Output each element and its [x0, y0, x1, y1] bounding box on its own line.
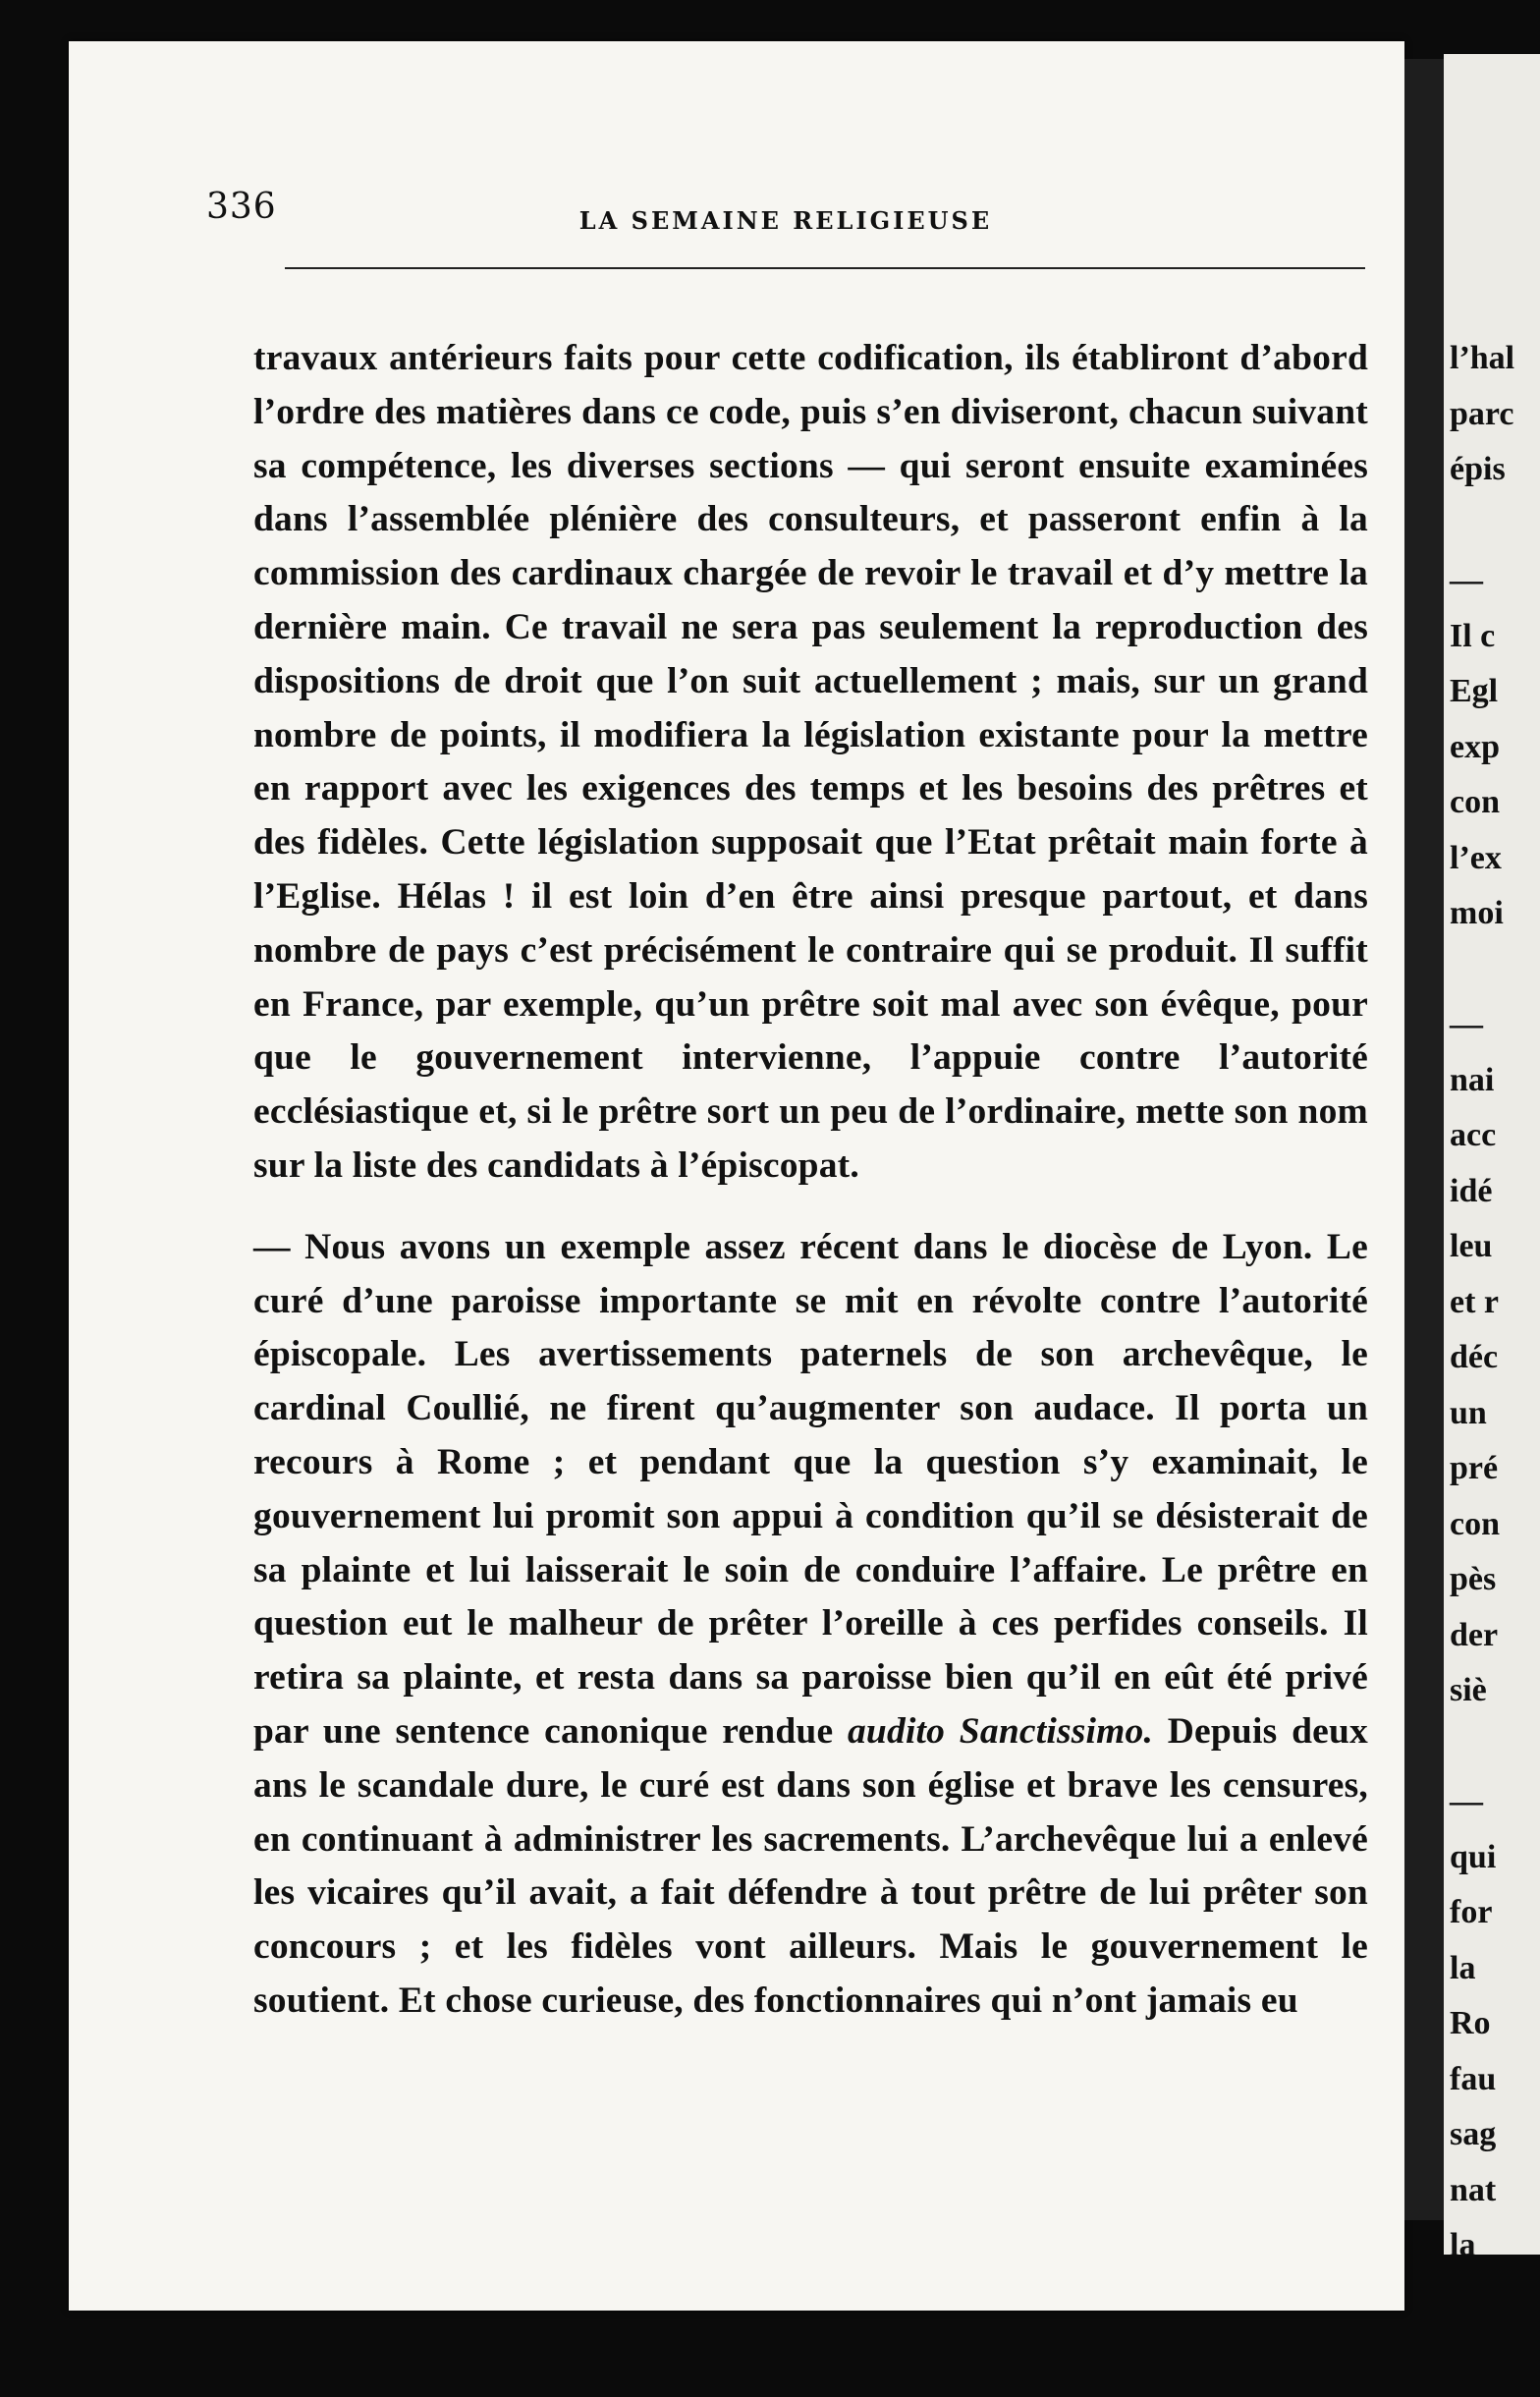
paragraph — [253, 1221, 1368, 2029]
adjacent-line: exp — [1450, 728, 1500, 765]
body-text — [253, 332, 1368, 2029]
adjacent-line: l’ex — [1450, 839, 1502, 876]
adjacent-line: nai — [1450, 1061, 1495, 1098]
adjacent-line: Il c — [1450, 617, 1496, 654]
adjacent-line: épis — [1450, 451, 1506, 487]
adjacent-line: pré — [1450, 1450, 1499, 1486]
adjacent-line: leu — [1450, 1228, 1493, 1264]
page-header — [206, 187, 1365, 246]
adjacent-line: acc — [1450, 1117, 1497, 1153]
adjacent-line: nat — [1450, 2171, 1497, 2208]
adjacent-line: for — [1450, 1894, 1493, 1930]
adjacent-line: Ro — [1450, 2005, 1491, 2041]
running-title: LA SEMAINE RELIGIEUSE — [578, 206, 993, 235]
adjacent-line: siè — [1450, 1672, 1487, 1708]
adjacent-line: — — [1450, 562, 1483, 598]
adjacent-line: qui — [1450, 1838, 1497, 1875]
adjacent-line: déc — [1450, 1339, 1499, 1375]
text-run: travaux antérieurs faits pour cette codification, ils établiront d’abord l’ordre des matières dans ce code, puis s’en diviseront, chacun suivant sa compétence, les diverses sections — qui seront ensuite examinées dans l’assemblée plénière des consulteurs, et passeront enfin à la commission des cardinaux chargée de revoir le travail et d’y mettre la dernière main. Ce travail ne sera pas seulement la reproduction des dispositions de droit que l’on suit actuellement ; mais, sur un grand nombre de points, il modifiera la législation existante pour la mettre en rapport avec les exigences des temps et les besoins des prêtres et des fidèles. Cette législation supposait que l’Etat prêtait main forte à l’Eglise. Hélas ! il est loin d’en être ainsi presque partout, et dans nombre de pays c’est précisément le contraire qui se produit. Il suffit en France, par exemple, qu’un prêtre soit mal avec son évêque, pour que le gouvernement intervienne, l’appuie contre l’autorité ecclésiastique et, si le prêtre sort un peu de l’ordinaire, mette son nom sur la liste des candidats à l’épiscopat. — [253, 338, 1368, 1186]
italic-phrase: audito Sanctissimo. — [847, 1710, 1154, 1752]
adjacent-line: moi — [1450, 895, 1504, 931]
adjacent-line — [1450, 942, 1540, 998]
header-rule — [285, 267, 1365, 269]
adjacent-line: un — [1450, 1394, 1487, 1431]
adjacent-line: con — [1450, 784, 1500, 820]
text-run: Depuis deux ans le scandale dure, le curé est dans son église et brave les censures, en continuant à administrer les sacrements. L’archevêque lui a enlevé les vicaires qu’il avait, a fait défendre à tout prêtre de lui prêter son concours ; et les fidèles vont ailleurs. Mais le gouvernement le soutient. Et chose curieuse, des fonctionnaires qui n’ont jamais eu — [253, 1710, 1368, 2021]
adjacent-line: pès — [1450, 1561, 1497, 1597]
adjacent-line — [1450, 498, 1540, 554]
page-number: 336 — [206, 187, 277, 227]
adjacent-line: la — [1450, 2227, 1476, 2255]
adjacent-line: fau — [1450, 2060, 1497, 2097]
adjacent-line: der — [1450, 1616, 1499, 1653]
adjacent-line: et r — [1450, 1283, 1500, 1320]
adjacent-line: la — [1450, 1949, 1476, 1986]
adjacent-line: con — [1450, 1505, 1500, 1542]
paragraph — [253, 332, 1368, 1194]
text-run: — Nous avons un exemple assez récent dans le diocèse de Lyon. Le curé d’une paroisse importante se mit en révolte contre l’autorité épiscopale. Les avertissements paternels de son archevêque, le cardinal Coullié, ne firent qu’augmenter son audace. Il porta un recours à Rome ; et pendant que la question s’y examinait, le gouvernement lui promit son appui à condition qu’il se désisterait de sa plainte et lui laisserait le soin de conduire l’affaire. Le prêtre en question eut le malheur de prêter l’oreille à ces perfides conseils. Il retira sa plainte, et resta dans sa paroisse bien qu’il en eût été privé par une sentence canonique rendue — [253, 1226, 1368, 1752]
adjacent-line: idé — [1450, 1172, 1493, 1209]
adjacent-page — [1444, 54, 1540, 2255]
adjacent-line: — — [1450, 1783, 1483, 1819]
adjacent-line: — — [1450, 1006, 1483, 1042]
adjacent-line: parc — [1450, 395, 1514, 432]
adjacent-line — [1450, 1719, 1540, 1775]
adjacent-line: sag — [1450, 2116, 1497, 2152]
adjacent-page-text — [1450, 331, 1540, 2255]
book-gutter — [1404, 59, 1444, 2220]
adjacent-line: l’hal — [1450, 340, 1515, 376]
adjacent-line: Egl — [1450, 673, 1499, 709]
